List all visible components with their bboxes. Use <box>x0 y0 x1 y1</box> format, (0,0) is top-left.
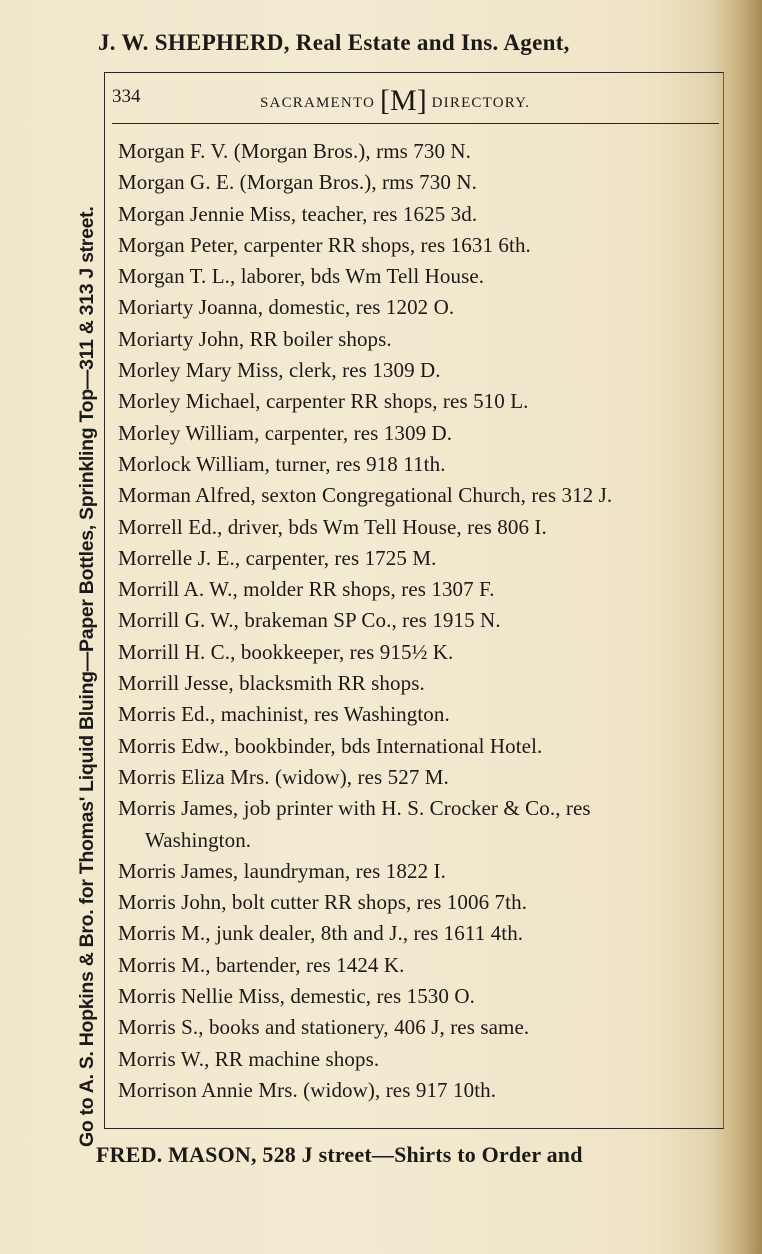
entry-text: Morlock William, turner, res 918 11th. <box>118 451 446 476</box>
running-head-city: SACRAMENTO <box>260 95 376 111</box>
entry-text: Morgan F. V. (Morgan Bros.), rms 730 N. <box>118 139 472 163</box>
entry-text: Morley William, carpenter, res 1309 D. <box>118 420 453 445</box>
top-advertisement: J. W. SHEPHERD, Real Estate and Ins. Agent, <box>98 30 570 55</box>
entry-text: Morris M., bartender, res 1424 K. <box>118 952 405 977</box>
directory-entry <box>118 605 718 636</box>
entry-text: Morrill G. W., brakeman SP Co., res 1915 N. <box>118 608 501 633</box>
directory-entry <box>118 887 718 918</box>
directory-entry <box>118 418 718 449</box>
entry-text: Morris W., RR machine shops. <box>118 1046 380 1071</box>
directory-entry <box>118 512 718 543</box>
directory-entry <box>118 543 718 574</box>
directory-entry <box>118 386 718 417</box>
entry-continuation: Washington. <box>145 827 252 852</box>
directory-entry <box>118 637 718 668</box>
running-head-label: DIRECTORY. <box>431 95 531 111</box>
entry-text: Morris Ed., machinist, res Washington. <box>118 702 450 727</box>
bottom-advertisement: FRED. MASON, 528 J street—Shirts to Order and <box>96 1142 583 1167</box>
directory-entry <box>118 918 718 949</box>
directory-entry <box>118 136 718 167</box>
directory-entry <box>118 1012 718 1043</box>
running-head-letter: [M] <box>380 84 427 117</box>
directory-entry <box>118 793 718 856</box>
directory-entry <box>118 1044 718 1075</box>
directory-entry <box>118 981 718 1012</box>
entry-text: Morris S., books and stationery, 406 J, res same. <box>118 1015 530 1040</box>
entry-text: Morris James, laundryman, res 1822 I. <box>118 858 446 883</box>
entry-text: Morris Nellie Miss, demestic, res 1530 O. <box>118 984 475 1009</box>
directory-entry <box>118 167 718 198</box>
directory-entry <box>118 699 718 730</box>
entry-text: Morrill A. W., molder RR shops, res 1307 F. <box>118 577 495 602</box>
side-advertisement: Go to A. S. Hopkins & Bro. for Thomas' Liquid Bluing—Paper Bottles, Sprinkling Top—311 & 313 J street. <box>76 206 98 1147</box>
running-head <box>260 84 530 118</box>
directory-entry <box>118 574 718 605</box>
entry-text: Morley Michael, carpenter RR shops, res 510 L. <box>118 389 529 414</box>
entry-text: Morris M., junk dealer, 8th and J., res 1611 4th. <box>118 921 524 946</box>
directory-entry <box>118 668 718 699</box>
directory-entries <box>118 136 718 1106</box>
directory-entry <box>118 261 718 292</box>
directory-entry <box>118 355 718 386</box>
entry-text: Moriarty John, RR boiler shops. <box>118 326 392 351</box>
page-number: 334 <box>112 86 141 107</box>
directory-entry <box>118 199 718 230</box>
entry-text: Morgan T. L., laborer, bds Wm Tell House. <box>118 264 485 289</box>
directory-entry <box>118 1075 718 1106</box>
header-rule <box>112 123 719 124</box>
entry-text: Morley Mary Miss, clerk, res 1309 D. <box>118 358 441 383</box>
directory-entry <box>118 762 718 793</box>
directory-entry <box>118 731 718 762</box>
entry-text: Morris Edw., bookbinder, bds International Hotel. <box>118 733 543 758</box>
directory-entry <box>118 292 718 323</box>
entry-text: Morrill Jesse, blacksmith RR shops. <box>118 671 425 696</box>
entry-text: Moriarty Joanna, domestic, res 1202 O. <box>118 295 455 320</box>
entry-text: Morris John, bolt cutter RR shops, res 1006 7th. <box>118 890 528 915</box>
entry-text: Morgan G. E. (Morgan Bros.), rms 730 N. <box>118 170 477 195</box>
entry-text: Morrill H. C., bookkeeper, res 915½ K. <box>118 639 454 664</box>
entry-text: Morrelle J. E., carpenter, res 1725 M. <box>118 545 437 570</box>
entry-text: Morris Eliza Mrs. (widow), res 527 M. <box>118 764 449 789</box>
directory-entry <box>118 856 718 887</box>
directory-entry <box>118 950 718 981</box>
directory-entry <box>118 449 718 480</box>
entry-text: Morman Alfred, sexton Congregational Church, res 312 J. <box>118 483 613 508</box>
entry-text: Morrell Ed., driver, bds Wm Tell House, res 806 I. <box>118 514 547 539</box>
entry-text: Morgan Peter, carpenter RR shops, res 1631 6th. <box>118 232 531 257</box>
entry-text: Morgan Jennie Miss, teacher, res 1625 3d. <box>118 201 478 226</box>
entry-text: Morris James, job printer with H. S. Crocker & Co., res <box>118 796 591 821</box>
directory-entry <box>118 230 718 261</box>
entry-text: Morrison Annie Mrs. (widow), res 917 10th. <box>118 1077 497 1102</box>
directory-entry <box>118 324 718 355</box>
directory-entry <box>118 480 718 511</box>
